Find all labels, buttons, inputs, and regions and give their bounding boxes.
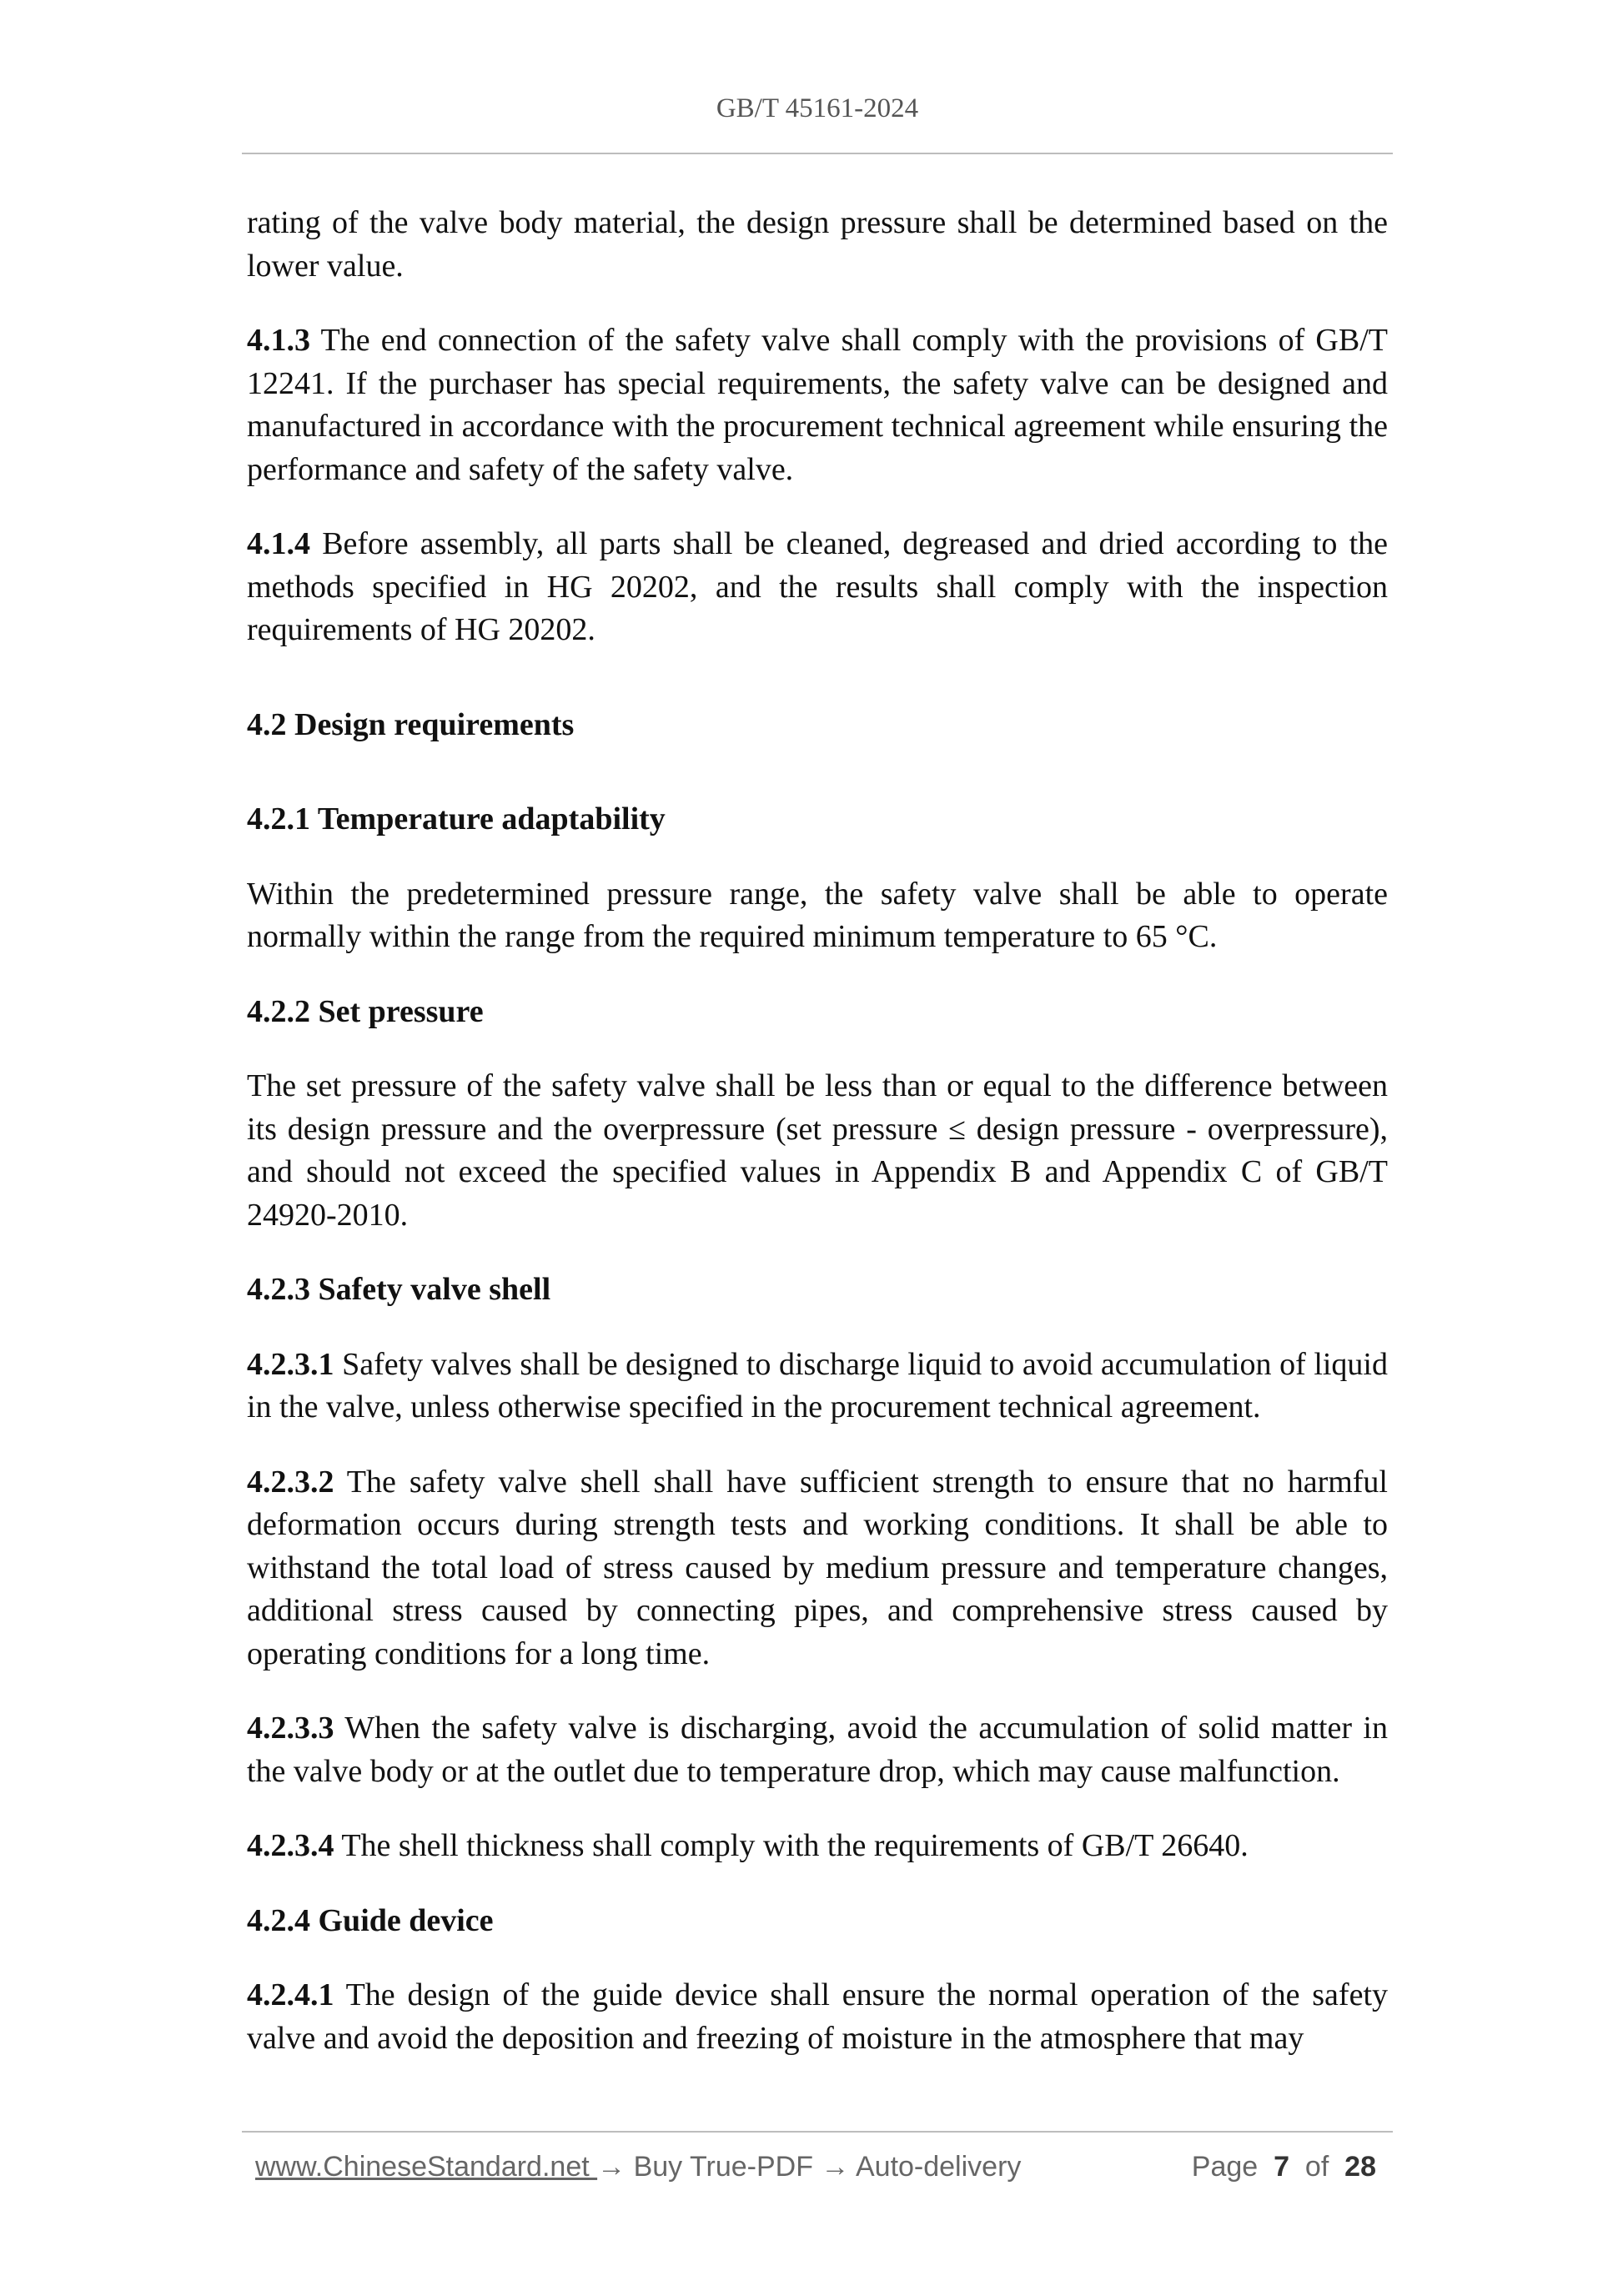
clause-4-2-3-1 bbox=[247, 1344, 1388, 1429]
auto-delivery-text: Auto-delivery bbox=[849, 2151, 1022, 2183]
section-heading-4-2-1: 4.2.1 Temperature adaptability bbox=[247, 801, 666, 837]
page-footer bbox=[255, 2151, 1381, 2191]
clause-4-2-3-3 bbox=[247, 1707, 1388, 1793]
section-heading-4-2-3: 4.2.3 Safety valve shell bbox=[247, 1272, 551, 1307]
clause-text: Before assembly, all parts shall be cleaned, degreased and dried according to the methods specified in HG 20202, and the results shall comply with the inspection requirements of HG 20202. bbox=[247, 526, 1388, 647]
clause-text: The design of the guide device shall ensure the normal operation of the safety valve and avoid the deposition and freezing of moisture in the atmosphere that may bbox=[247, 1977, 1388, 2056]
clause-text: The shell thickness shall comply with the requirements of GB/T 26640. bbox=[334, 1828, 1249, 1863]
clause-number: 4.2.4.1 bbox=[247, 1977, 334, 2012]
page-counter bbox=[1192, 2151, 1376, 2183]
page-header bbox=[242, 93, 1393, 124]
clause-text: Safety valves shall be designed to discharge liquid to avoid accumulation of liquid in the valve, unless otherwise specified in the procurement technical agreement. bbox=[247, 1346, 1388, 1424]
buy-pdf-text: Buy True-PDF bbox=[626, 2151, 822, 2183]
clause-number: 4.2.3.4 bbox=[247, 1828, 334, 1863]
page-body bbox=[247, 202, 1388, 2060]
arrow-right-icon: → bbox=[597, 2151, 626, 2183]
clause-4-2-3-2 bbox=[247, 1461, 1388, 1676]
website-link[interactable]: www.ChineseStandard.net bbox=[255, 2151, 598, 2183]
paragraph-continuation: rating of the valve body material, the design pressure shall be determined based on the lower value. bbox=[247, 205, 1388, 284]
section-heading-4-2: 4.2 Design requirements bbox=[247, 706, 575, 742]
clause-number: 4.1.4 bbox=[247, 526, 310, 561]
of-label: of bbox=[1304, 2151, 1329, 2183]
clause-number: 4.1.3 bbox=[247, 323, 310, 358]
clause-text: When the safety valve is discharging, avoid the accumulation of solid matter in the valve body or at the outlet due to temperature drop, which may cause malfunction. bbox=[247, 1711, 1388, 1789]
clause-4-1-3 bbox=[247, 319, 1388, 491]
page-label: Page bbox=[1191, 2151, 1259, 2183]
footer-divider bbox=[242, 2131, 1393, 2133]
standard-number: GB/T 45161-2024 bbox=[716, 93, 919, 123]
clause-number: 4.2.3.1 bbox=[247, 1346, 334, 1382]
current-page-number: 7 bbox=[1274, 2151, 1289, 2183]
header-divider bbox=[242, 153, 1393, 154]
clause-text: The end connection of the safety valve shall comply with the provisions of GB/T 12241. If the purchaser has special requirements, the safety valve can be designed and manufactured in accordance with the procurement technical agreement while ensuring the performance and safety of the safety valve. bbox=[247, 323, 1388, 487]
arrow-right-icon: → bbox=[821, 2151, 850, 2183]
clause-text: The safety valve shell shall have sufficient strength to ensure that no harmful deformation occurs during strength tests and working conditions. It shall be able to withstand the total load of stress caused by medium pressure and temperature changes, additional stress caused by connecting pipes, and comprehensive stress caused by operating conditions for a long time. bbox=[247, 1464, 1388, 1671]
clause-4-2-4-1 bbox=[247, 1974, 1388, 2060]
clause-number: 4.2.3.3 bbox=[247, 1711, 334, 1746]
section-heading-4-2-2: 4.2.2 Set pressure bbox=[247, 993, 484, 1029]
paragraph-4-2-2: The set pressure of the safety valve shall be less than or equal to the difference between its design pressure and the overpressure (set pressure ≤ design pressure - overpressure), and should not exceed the specified values in Appendix B and Appendix C of GB/T 24920-2010. bbox=[247, 1068, 1388, 1233]
clause-number: 4.2.3.2 bbox=[247, 1464, 334, 1500]
clause-4-1-4 bbox=[247, 523, 1388, 652]
paragraph-4-2-1: Within the predetermined pressure range, the safety valve shall be able to operate normally within the range from the required minimum temperature to 65 °C. bbox=[247, 876, 1388, 954]
clause-4-2-3-4 bbox=[247, 1825, 1388, 1868]
total-pages-number: 28 bbox=[1344, 2151, 1376, 2183]
footer-promo bbox=[255, 2151, 1021, 2183]
section-heading-4-2-4: 4.2.4 Guide device bbox=[247, 1902, 494, 1938]
